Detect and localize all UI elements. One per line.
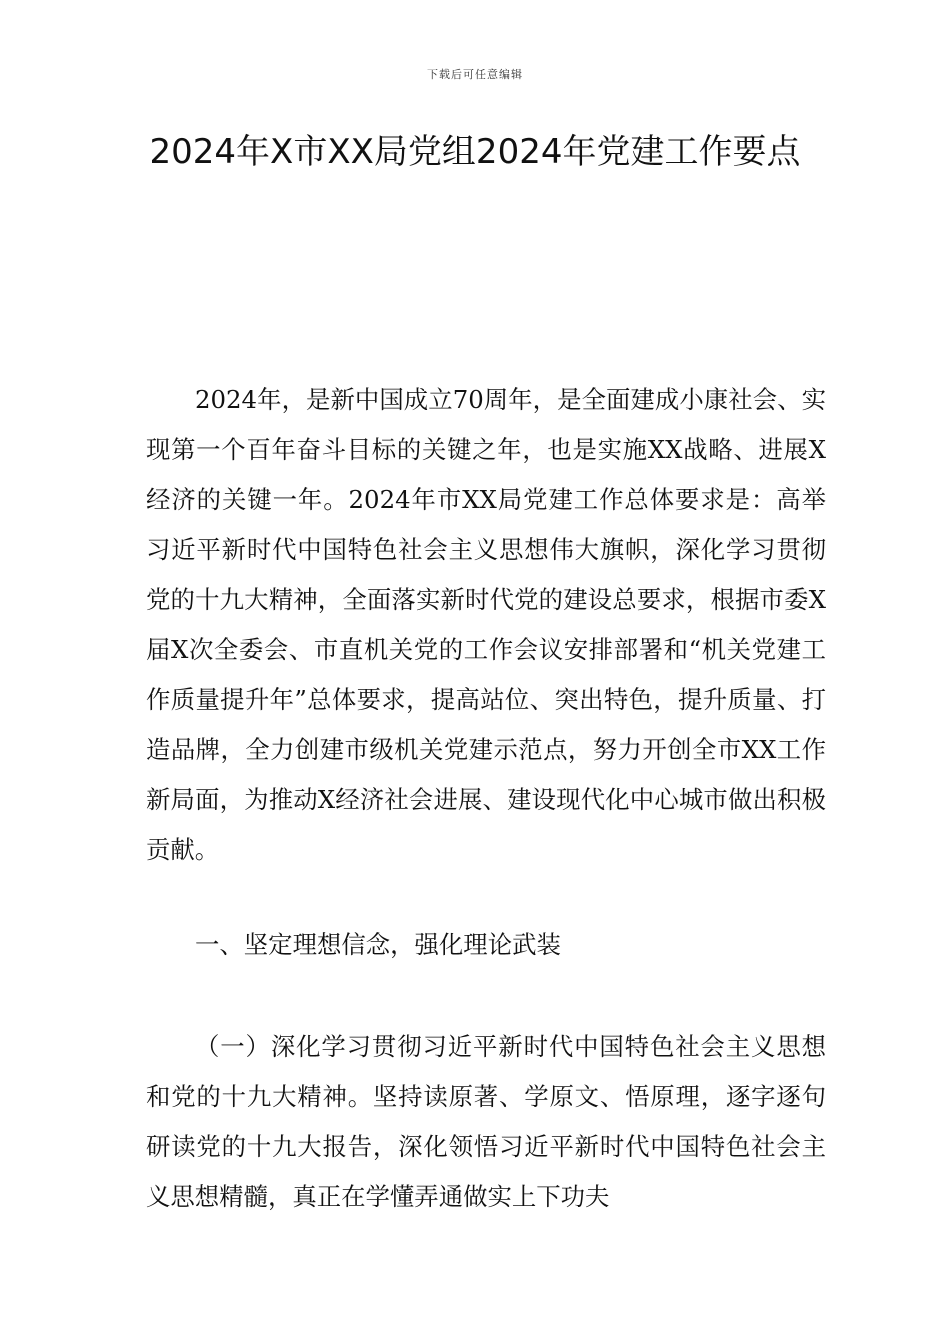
intro-paragraph: 2024年，是新中国成立70周年，是全面建成小康社会、实现第一个百年奋斗目标的关键之年，也是实施XX战略、进展X经济的关键一年。2024年市XX局党建工作总体要求是：高举习近平新时代中国特色社会主义思想伟大旗帜，深化学习贯彻党的十九大精神，全面落实新时代党的建设总要求，根据市委X届X次全委会、市直机关党的工作会议安排部署和“机关党建工作质量提升年”总体要求，提高站位、突出特色，提升质量、打造品牌，全力创建市级机关党建示范点，努力开创全市XX工作新局面，为推动X经济社会进展、建设现代化中心城市做出积极贡献。 [146,385,826,864]
section-heading: 一、坚定理想信念，强化理论武装 [195,930,561,959]
section-item-paragraph: （一）深化学习贯彻习近平新时代中国特色社会主义思想和党的十九大精神。坚持读原著、学原文、悟原理，逐字逐句研读党的十九大报告，深化领悟习近平新时代中国特色社会主义思想精髓，真正在学懂弄通做实上下功夫 [146,1032,826,1211]
header-note: 下载后可任意编辑 [427,68,523,81]
document-title: 2024年X市XX局党组2024年党建工作要点 [149,132,801,172]
